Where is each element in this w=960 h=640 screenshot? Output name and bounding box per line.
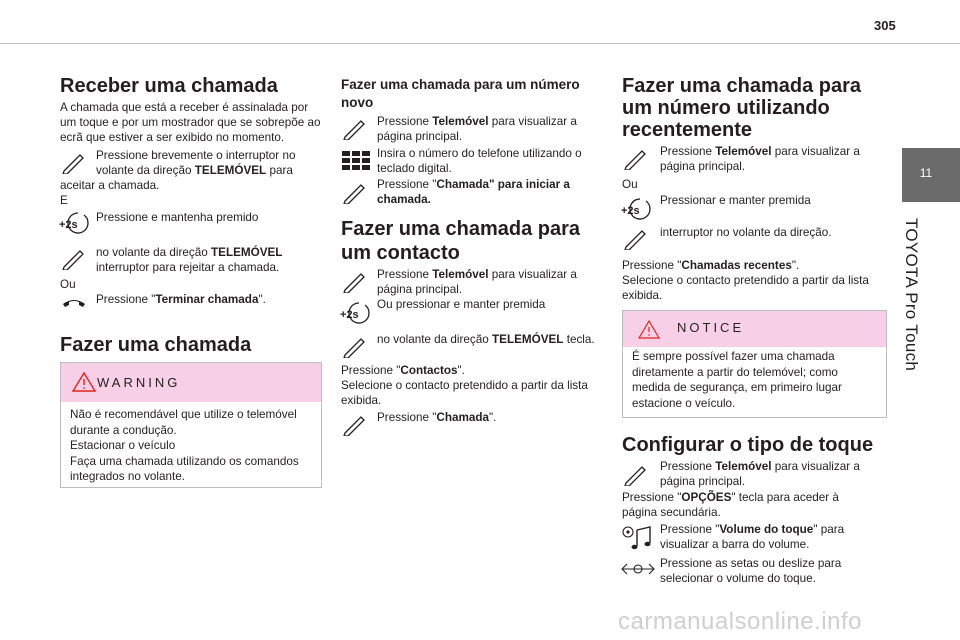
step-reject-line1: no volante da direção TELEMÓVEL — [96, 246, 283, 259]
recent-step2: Pressionar e manter premida — [660, 194, 811, 207]
heading-call-new-number-line1: Fazer uma chamada para um número — [341, 77, 580, 92]
heading-recent-line3: recentemente — [622, 119, 753, 141]
heading-receive-call: Receber uma chamada — [60, 75, 278, 97]
notice-header — [623, 311, 886, 347]
heading-call-new-number-line2: novo — [341, 95, 374, 110]
or-text: Ou — [60, 278, 76, 291]
ring-step2-line1: Pressione "OPÇÕES" tecla para aceder à — [622, 491, 839, 504]
step-accept-line1: Pressione brevemente o interruptor no — [96, 149, 296, 162]
contact-step4: Pressione "Contactos". — [341, 364, 465, 377]
pencil-icon — [341, 414, 367, 436]
page-number: 305 — [874, 18, 896, 33]
notice-line: É sempre possível fazer uma chamada — [632, 350, 835, 363]
and-text: E — [60, 194, 68, 207]
watermark: carmanualsonline.info — [618, 608, 862, 635]
pencil-icon — [341, 182, 367, 204]
pencil-icon — [622, 148, 648, 170]
new-step3-line1: Pressione "Chamada" para iniciar a — [377, 178, 570, 191]
step-reject-line2: interruptor para rejeitar a chamada. — [96, 261, 280, 274]
warning-line: Faça uma chamada utilizando os comandos — [70, 454, 299, 468]
ring-step1-line2: página principal. — [660, 475, 746, 488]
pencil-icon — [341, 336, 367, 358]
heading-call-contact-line1: Fazer uma chamada para — [341, 218, 580, 240]
recent-step5-line2: exibida. — [622, 289, 663, 302]
new-step1-line1: Pressione Telemóvel para visualizar a — [377, 115, 577, 128]
ring-step2-line2: página secundária. — [622, 506, 721, 519]
heading-recent-line2: um número utilizando — [622, 97, 830, 119]
notice-line: diretamente a partir do telemóvel; como — [632, 365, 838, 379]
notice-box — [622, 310, 887, 418]
recent-step3: interruptor no volante da direção. — [660, 226, 832, 239]
warning-line: Estacionar o veículo — [70, 439, 176, 452]
pencil-icon — [341, 118, 367, 140]
ring-step4-line2: selecionar o volume do toque. — [660, 572, 816, 585]
contact-step1-line1: Pressione Telemóvel para visualizar a — [377, 268, 577, 281]
pencil-icon — [622, 228, 648, 250]
warning-line: durante a condução. — [70, 423, 177, 437]
heading-call-contact-line2: um contacto — [341, 242, 460, 264]
ring-step4-line1: Pressione as setas ou deslize para — [660, 557, 842, 570]
step-end-call: Pressione "Terminar chamada". — [96, 293, 266, 306]
contact-step1-line2: página principal. — [377, 283, 463, 296]
ring-step1-line1: Pressione Telemóvel para visualizar a — [660, 460, 860, 473]
swipe-arrows-icon — [620, 558, 656, 580]
badge-2s: +2s — [340, 309, 359, 321]
notice-label: NOTICE — [677, 320, 745, 335]
hang-up-icon — [60, 294, 88, 310]
warning-line: Não é recomendável que utilize o telemóvel — [70, 408, 297, 421]
notice-triangle-icon — [637, 319, 661, 339]
step-hold: Pressione e mantenha premido — [96, 211, 259, 224]
step-accept-line3: aceitar a chamada. — [60, 179, 160, 192]
warning-line: integrados no volante. — [70, 470, 186, 483]
ringtone-settings-icon — [620, 524, 654, 552]
hold-2s-icon — [58, 210, 92, 236]
badge-2s: +2s — [621, 205, 640, 217]
pencil-icon — [60, 248, 86, 270]
new-step2-line2: teclado digital. — [377, 162, 452, 175]
new-step1-line2: página principal. — [377, 130, 463, 143]
contact-step3: no volante da direção TELEMÓVEL tecla. — [377, 333, 595, 346]
hold-2s-icon — [339, 300, 373, 326]
badge-2s: +2s — [59, 219, 78, 231]
chapter-title: TOYOTA Pro Touch — [902, 218, 921, 372]
recent-step5-line1: Selecione o contacto pretendido a partir da lista — [622, 274, 869, 287]
notice-line: medida de segurança, em primeiro lugar — [632, 381, 842, 394]
warning-box — [60, 362, 322, 488]
pencil-icon — [622, 464, 648, 486]
intro-paragraph: A chamada que está a receber é assinalada por um toque e por um mostrador que se sobrepõe ao ecrã que estiver a ser exibido no momento. — [60, 101, 321, 144]
contact-step2: Ou pressionar e manter premida — [377, 298, 546, 311]
pencil-icon — [341, 271, 367, 293]
recent-step4: Pressione "Chamadas recentes". — [622, 259, 800, 272]
or-text: Ou — [622, 178, 638, 191]
contact-step5-line2: exibida. — [341, 394, 382, 407]
keypad-icon — [341, 149, 371, 173]
notice-line: estacione o veículo. — [632, 396, 736, 410]
warning-triangle-icon — [71, 371, 97, 393]
recent-step1-line2: página principal. — [660, 160, 746, 173]
ring-step3-line2: visualizar a barra do volume. — [660, 538, 810, 551]
header-divider — [0, 43, 960, 44]
contact-step6: Pressione "Chamada". — [377, 411, 497, 424]
new-step3-line2: chamada. — [377, 193, 431, 206]
recent-step1-line1: Pressione Telemóvel para visualizar a — [660, 145, 860, 158]
pencil-icon — [60, 152, 86, 174]
new-step2-line1: Insira o número do telefone utilizando o — [377, 147, 582, 160]
chapter-number: 11 — [919, 166, 933, 180]
heading-ringtone: Configurar o tipo de toque — [622, 434, 874, 456]
hold-2s-icon — [620, 196, 654, 222]
ring-step3-line1: Pressione "Volume do toque" para — [660, 523, 845, 536]
warning-label: WARNING — [97, 375, 181, 390]
contact-step5-line1: Selecione o contacto pretendido a partir da lista — [341, 379, 588, 392]
heading-recent-line1: Fazer uma chamada para — [622, 75, 861, 97]
heading-make-call: Fazer uma chamada — [60, 334, 252, 356]
step-accept-line2: volante da direção TELEMÓVEL para — [96, 164, 293, 177]
